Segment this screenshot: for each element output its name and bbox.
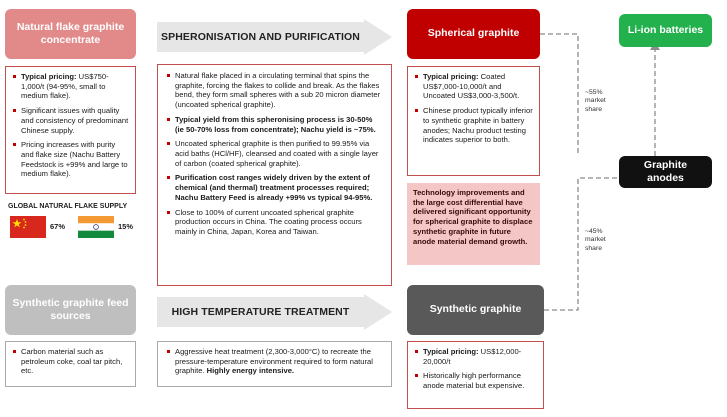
spherical-graphite-header: Spherical graphite	[407, 9, 540, 59]
synthetic-graphite-header: Synthetic graphite	[407, 285, 544, 335]
graphite-anodes-header: Graphite anodes	[619, 156, 712, 188]
list-item: Purification cost ranges widely driven by the extent of chemical (and thermal) treatment processes required; Nachu Battery Feed is already +99% vs typical 94-95%.	[175, 173, 383, 202]
list-item: Typical yield from this spheronising process is 30-50% (ie 50-70% loss from concentrate); Nachu yield is ~75%.	[175, 115, 383, 134]
global-supply-title: GLOBAL NATURAL FLAKE SUPPLY	[8, 203, 128, 210]
natural-pricing-item: Typical pricing: US$750-1,000/t (94-95%, small to medium flake).	[21, 72, 129, 101]
natural-graphite-details	[5, 66, 136, 194]
market-share-synthetic: ~45% market share	[585, 228, 606, 252]
list-item: Close to 100% of current uncoated spherical graphite production occurs in China. The coating process occurs mainly in China, Japan, Korea and Taiwan.	[175, 208, 383, 237]
synthetic-graphite-details	[407, 341, 544, 409]
india-flag-icon	[78, 216, 114, 238]
spheronisation-banner	[157, 19, 392, 55]
list-item: Natural flake placed in a circulating terminal that spins the graphite, forcing the flakes to collide and break. As the flakes bend, they form small spheres with a sub 20 micron diameter (uncoated spherical graphite).	[175, 71, 383, 110]
china-supply-pct: 67%	[50, 222, 66, 231]
spheronisation-banner-label: SPHERONISATION AND PURIFICATION	[161, 31, 360, 43]
high-temperature-banner	[157, 294, 392, 330]
synthetic-feed-details	[5, 341, 136, 387]
list-item: Historically high performance anode material but expensive.	[423, 371, 537, 390]
li-ion-batteries-header: Li-ion batteries	[619, 14, 712, 47]
list-item: Significant issues with quality and consistency of predominant Chinese supply.	[21, 106, 129, 135]
synthetic-feed-header: Synthetic graphite feed sources	[5, 285, 136, 335]
list-item: Pricing increases with purity and flake size (Nachu Battery Feedstock is +99% and large to medium flake).	[21, 140, 128, 179]
list-item: Uncoated spherical graphite is then purified to 99.95% via acid baths (HCl/HF), cleansed and coated with a single layer of carbon (coated spherical graphite).	[175, 139, 383, 168]
list-item: Aggressive heat treatment (2,300-3,000°C) to recreate the pressure-temperature environment required to form natural graphite. Highly energy intensive.	[175, 347, 383, 376]
spheronisation-details	[157, 64, 392, 286]
list-item: Carbon material such as petroleum coke, coal tar pitch, etc.	[21, 347, 129, 376]
synthetic-pricing-item: Typical pricing: US$12,000-20,000/t	[423, 347, 537, 366]
china-flag-icon	[10, 216, 46, 238]
technology-note: Technology improvements and the large cost differential have delivered significant opportunity for spherical graphite to displace synthetic graphite in future anode material demand growth.	[407, 183, 540, 265]
high-temperature-banner-label: HIGH TEMPERATURE TREATMENT	[171, 306, 350, 318]
high-temperature-details	[157, 341, 392, 387]
spherical-pricing-item: Typical pricing: Coated US$7,000-10,000/t and Uncoated US$3,000-3,500/t.	[423, 72, 533, 101]
list-item: Chinese product typically inferior to synthetic graphite in battery anodes; Nachu product testing indicates superior to both.	[423, 106, 533, 145]
market-share-spherical: ~55% market share	[585, 89, 606, 113]
natural-graphite-header: Natural flake graphite concentrate	[5, 9, 136, 59]
spherical-graphite-details	[407, 66, 540, 176]
india-supply-pct: 15%	[118, 222, 134, 231]
